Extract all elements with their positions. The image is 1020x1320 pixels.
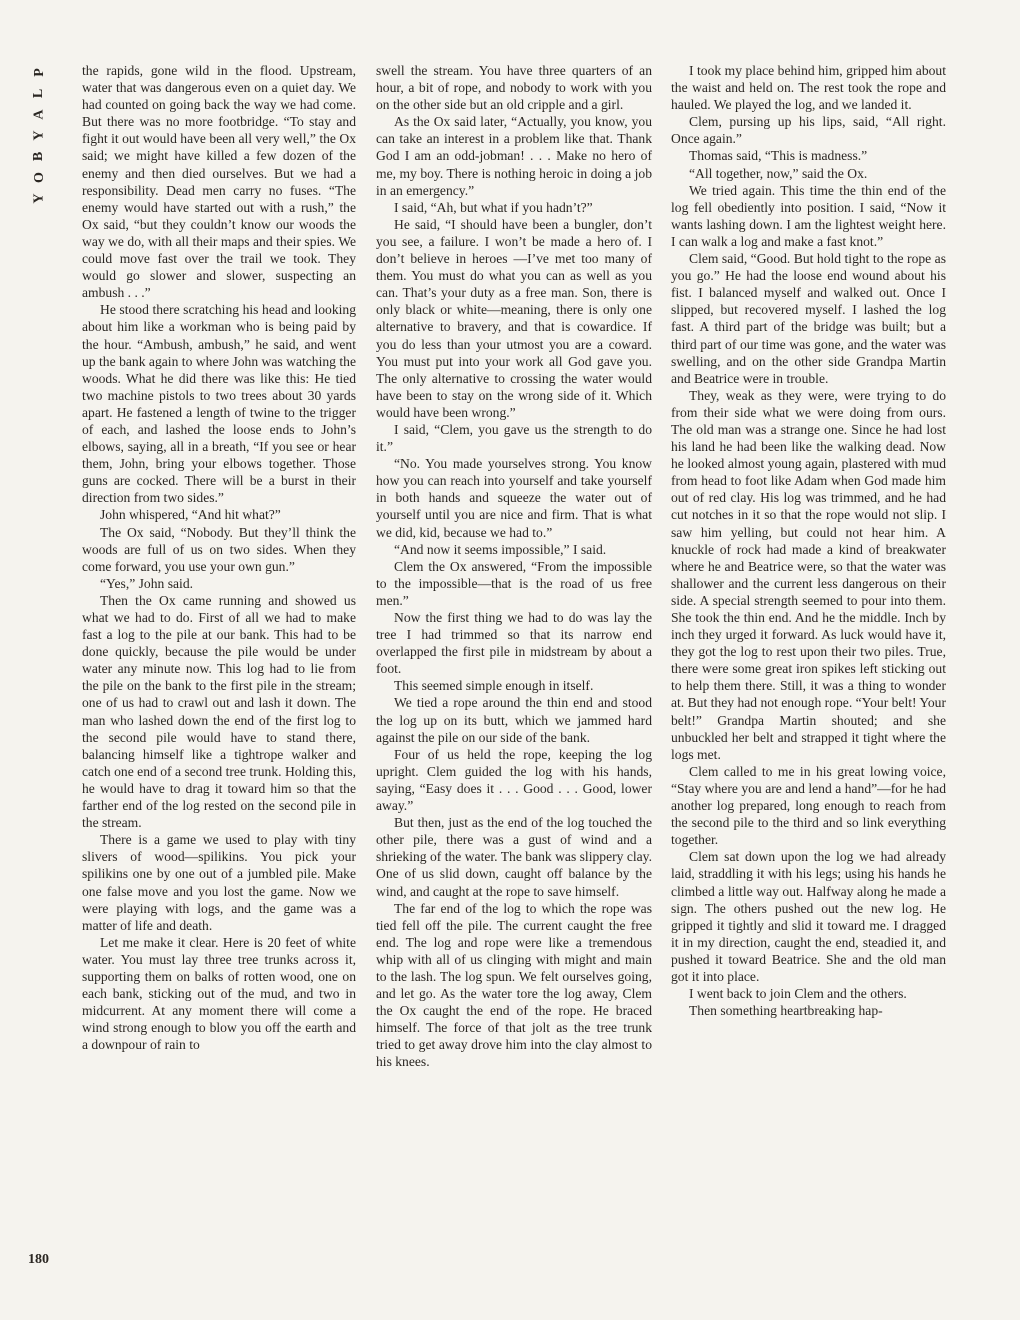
- masthead-letter: L: [31, 88, 47, 99]
- paragraph: We tried again. This time the thin end of the log fell obediently into position. I said, “Now it wants lashing down. I am the lightest weight here. I can walk a log and make a fast knot.”: [671, 182, 946, 249]
- text-column-1: [82, 62, 356, 1053]
- paragraph: I said, “Ah, but what if you hadn’t?”: [394, 199, 593, 215]
- text-column-3: [671, 62, 946, 1019]
- paragraph: Clem called to me in his great lowing voice, “Stay where you are and lend a hand”—for he had another log prepared, long enough to reach from the second pile to the third and so link everything together.: [671, 763, 946, 848]
- paragraph: Clem the Ox answered, “From the impossible to the impossible—that is the road of us free men.”: [376, 558, 652, 608]
- paragraph: I took my place behind him, gripped him about the waist and held on. The rest took the rope and hauled. We played the log, and we landed it.: [671, 63, 946, 113]
- page-number: 180: [28, 1252, 49, 1267]
- paragraph: The Ox said, “Nobody. But they’ll think the woods are full of us on two sides. When they come forward, you use your own gun.”: [82, 524, 356, 574]
- paragraph: I went back to join Clem and the others.: [689, 986, 907, 1002]
- paragraph: Now the first thing we had to do was lay the tree I had trimmed so that its narrow end overlapped the first pile in midstream by about a foot.: [376, 610, 652, 677]
- paragraph: As the Ox said later, “Actually, you know, you can take an interest in a problem like that. Thank God I am an odd-jobman! . . . Make no hero of me, my boy. There is nothing heroic in doing a job in an emergency.”: [376, 114, 652, 198]
- paragraph: John whispered, “And hit what?”: [100, 507, 281, 523]
- paragraph: Then something heartbreaking hap-: [689, 1003, 883, 1019]
- paragraph: He stood there scratching his head and looking about him like a workman who is being paid by the hour. “Ambush, ambush,” he said, and went up the bank again to where John was watching the woods. What he did there was like this: He tied two machine pistols to two trees about 30 yards apart. He fastened a length of twine to the trigger of each, and lashed the loose ends to John’s elbows, saying, all in a breath, “If you see or hear them, John, bring your elbows together. Those guns are cocked. There will be a burst in their direction from two sides.”: [82, 302, 356, 506]
- masthead-letter: A: [31, 109, 47, 120]
- paragraph: Clem said, “Good. But hold tight to the rope as you go.” He had the loose end wound about his fist. I balanced myself and walked out. Once I slipped, but recovered myself. I lashed the log fast. A third part of the bridge was built; but a third part of our time was gone, and the water was swelling, and on the other side Grandpa Martin and Beatrice were in trouble.: [671, 251, 946, 386]
- paragraph: But then, just as the end of the log touched the other pile, there was a gust of wind and a shrieking of the water. The bank was slippery clay. One of us slid down, caught off balance by the wind, and caught at the rope to save himself.: [376, 815, 652, 899]
- masthead-letter: Y: [31, 130, 47, 141]
- masthead-letter: B: [31, 151, 47, 162]
- text-column-2: [376, 62, 652, 1071]
- paragraph: “No. You made yourselves strong. You know how you can reach into yourself and take yourself in both hands and squeeze the water out of yourself until you are nice and firm. That is what we did, kid, because we had to.”: [376, 456, 652, 540]
- paragraph: “All together, now,” said the Ox.: [689, 165, 868, 181]
- paragraph: Clem sat down upon the log we had already laid, straddling it with his legs; using his hands he climbed a little way out. Halfway along he made a sign. The others pushed out the new log. He gripped it tightly and slid it toward me. I dragged it in my direction, caught the end, steadied it, and pushed it toward Beatrice. She and the old man got it into place.: [671, 849, 946, 984]
- masthead-letter: P: [31, 68, 47, 77]
- paragraph: Then the Ox came running and showed us what we had to do. First of all we had to make fast a log to the pile at our bank. This had to be done quickly, because the pile would be under water any minute now. This log had to lie from the pile on the bank to the first pile in the stream; one of us had to crawl out and lash it down. The man who lashed down the end of the first log to the second pile would have to stand there, balancing himself like a tightrope walker and catch one end of a second tree trunk. Holding this, he would have to drag it toward him so that the farther end of the log rested on the second pile in the stream.: [82, 592, 356, 831]
- paragraph: the rapids, gone wild in the flood. Upstream, water that was dangerous even on a quiet day. We had counted on going back the way we had come. But there was no more footbridge. “To stay and fight it out would have been all very well,” the Ox said; we might have killed a few dozen of the enemy and then died ourselves. But we had a responsibility. Dead men carry no fuses. “The enemy would have started out with a rush,” the Ox said, “but they couldn’t know our woods the way we do, with all their maps and their spies. We could move fast over the trail we took. They would go slower and slower, suspecting an ambush . . .”: [82, 63, 356, 301]
- paragraph: Thomas said, “This is madness.”: [689, 148, 868, 164]
- running-head-magazine: [26, 62, 52, 209]
- paragraph: swell the stream. You have three quarters of an hour, a bit of rope, and nobody to work with you on the other side but an old cripple and a girl.: [376, 63, 652, 113]
- paragraph: Clem, pursing up his lips, said, “All right. Once again.”: [671, 114, 946, 147]
- paragraph: “Yes,” John said.: [100, 575, 194, 591]
- paragraph: He said, “I should have been a bungler, don’t you see, a failure. I won’t be made a hero of. I don’t believe in heroes —I’ve met too many of them. You must do what you can as well as you can. That’s your duty as a free man. Son, there is only black or white—meaning, there is only one alternative to bravery, and that is cowardice. If you do less than your utmost you are a coward. You must put into your work all God gave you. The only alternative to crossing the water would have been to stay on the wrong side of it. Which would have been wrong.”: [376, 216, 652, 420]
- paragraph: The far end of the log to which the rope was tied fell off the pile. The current caught the free end. The log and rope were like a tremendous whip with all of us clinging with might and main to the lash. The log spun. We felt ourselves going, and let go. As the water tore the log away, Clem the Ox caught the end of the rope. He braced himself. The force of that jolt as the tree trunk tried to get away drove him into the clay almost to his knees.: [376, 900, 652, 1070]
- paragraph: Four of us held the rope, keeping the log upright. Clem guided the log with his hands, saying, “Easy does it . . . Good . . . Good, lower away.”: [376, 746, 652, 814]
- paragraph: I said, “Clem, you gave us the strength to do it.”: [376, 421, 652, 455]
- paragraph: “And now it seems impossible,” I said.: [394, 541, 607, 557]
- paragraph: We tied a rope around the thin end and stood the log up on its butt, which we jammed hard against the pile on our side of the bank.: [376, 695, 652, 745]
- paragraph: There is a game we used to play with tiny slivers of wood—spilikins. You pick your spilikins one by one out of a jumbled pile. Make one false move and you lost the game. Now we were playing with logs, and the game was a matter of life and death.: [82, 832, 356, 933]
- paragraph: This seemed simple enough in itself.: [394, 678, 594, 694]
- paragraph: They, weak as they were, were trying to do from their side what we were doing from ours. The old man was a strange one. Since he had lost his land he had been like the walking dead. Now he looked almost young again, plastered with mud from head to foot like Adam when God made him out of red clay. His log was trimmed, and he had cut notches in it so that the rope would not slip. I saw him yelling, but could not hear him. A knuckle of rock had made a kind of breakwater where he and Beatrice were, so that the water was shallower and the current less dangerous on their side. A special strength seemed to pour into them. She took the thin end. And he the middle. Inch by inch they urged it forward. As luck would have it, they got the log to rest upon their two piles. True, there were some great iron spikes left sticking out to help them there. Still, it was a thing to wonder at. But they had not enough rope. “Your belt! Your belt!” Grandpa Martin shouted; and she unbuckled her belt and strapped it tight where the logs met.: [671, 387, 946, 762]
- masthead-letter: O: [31, 172, 47, 183]
- paragraph: Let me make it clear. Here is 20 feet of white water. You must lay three tree trunks across it, supporting them on balks of rotten wood, one on each bank, sticking out of the mud, and two in midcurrent. At any moment there will come a wind strong enough to blow you off the earth and a downpour of rain to: [82, 934, 356, 1053]
- masthead-letter: Y: [31, 193, 47, 204]
